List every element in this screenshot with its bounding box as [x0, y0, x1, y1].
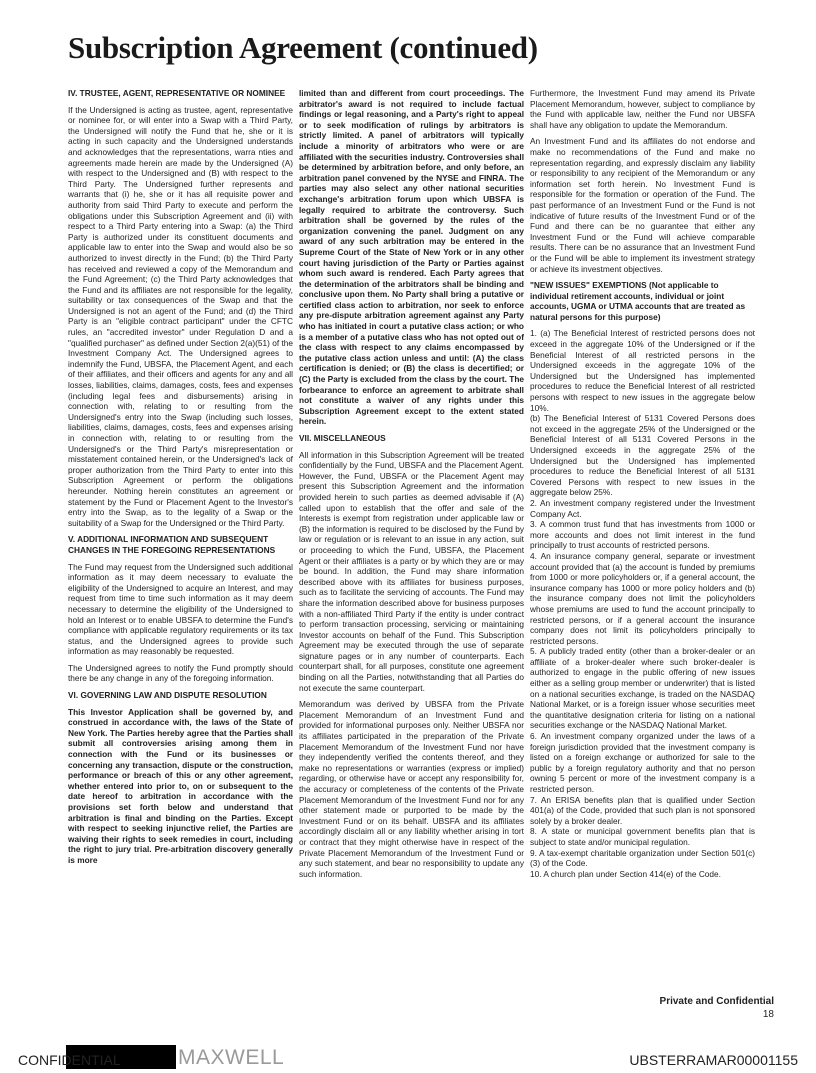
section-v-text: The Fund may request from the Undersigned such additional information as it may deem necessary to evaluate the eligibility of the Undersigned to acquire an Interest, and may request from time to time such information as it may deem necessary to determine the eligibility of the Undersigned to hold an Interest or to enable UBSFA to determine the Fund's compliance with applicable regulatory requirements or its tax status, and the Undersigned agrees to provide such information as may reasonably be requested.: [68, 561, 293, 657]
section-vii-text: All information in this Subscription Agreement will be treated confidentially by the Fund, UBSFA and the Placement Agent. However, the Fund, UBSFA or the Placement Agent may present this Subscription Agreement and the information provided herein to such parties as deemed advisable if (A) called upon to establish that the offer and sale of the Interests is exempt from registration under applicable law or (B) the information is required to be disclosed by the Fund by law or regulation or is relevant to an issue in any action, suit or proceeding to which the Fund, UBSFA, the Placement Agent or their affiliates is a party or by which they are or may be bound. In addition, the Fund may share information described above with its affiliates for business purposes, such as to facilitate the servicing of accounts. The Fund may share the information described above for business purposes with a non-affiliated Third Party if the entity is under contract to perform transaction processing, servicing or maintaining Investor accounts on behalf of the Fund. This Subscription Agreement may be executed through the use of separate signature pages or in any number of counterparts. Each counterpart shall, for all purposes, constitute one agreement binding on all the Parties, notwithstanding that all Parties do not execute the same counterpart.: [299, 449, 524, 693]
page-title: Subscription Agreement (continued): [68, 30, 538, 65]
section-vi-text-cont: limited than and different from court proceedings. The arbitrator's award is not required to include factual findings or legal reasoning, and a Party's right to appeal or to seek modification of rulings by arbitrators is strictly limited. A panel of arbitrators will typically include a minority of arbitrators who were or are affiliated with the securities industry. Controversies shall be determined by arbitration before, and only before, an arbitration panel convened by the NYSE and FINRA. The parties may also select any other national securities exchange's arbitration forum upon which UBSFA is legally required to arbitrate the controversy. Such arbitration shall be governed by the rules of the organization convening the panel. Judgment on any award of any such arbitration may be entered in the Supreme Court of the State of New York or in any other court having jurisdiction of the Party or Parties against whom such award is rendered. Each Party agrees that the determination of the arbitrators shall be binding and conclusive upon them. No Party shall bring a putative or certified class action to arbitration, nor seek to enforce any pre-dispute arbitration agreement against any Party who has initiated in court a putative class action; or who is a member of a putative class who has not opted out of the class with respect to any claims encompassed by the putative class action unless and until: (A) the class certification is denied; or (B) the class is decertified; or (C) the Party is excluded from the class by the court. The forbearance to enforce an agreement to arbitrate shall not constitute a waiver of any rights under this Subscription Agreement except to the extent stated herein.: [299, 88, 524, 427]
private-confidential-label: Private and Confidential: [659, 996, 774, 1007]
exemption-item: 9. A tax-exempt charitable organization under Section 501(c)(3) of the Code.: [530, 847, 755, 869]
new-issues-heading: "NEW ISSUES" EXEMPTIONS (Not applicable to individual retirement accounts, individual or joint accounts, UGMA or UTMA accounts that are treated as natural persons for this purpose): [530, 280, 746, 322]
exemption-item: 5. A publicly traded entity (other than a broker-dealer or an affiliate of a broker-dealer where such broker-dealer is authorized to engage in the public offering of new issues either as a selling group member or underwriter) that is listed on a national securities exchange, is traded on the NASDAQ National Market, or is a foreign issuer whose securities meet the quantitative designation criteria for listing on a national securities exchange or the NASDAQ National Market.: [530, 646, 755, 731]
section-heading-vii: VII. MISCELLANEOUS: [299, 433, 386, 443]
exemption-item: 6. An investment company organized under the laws of a foreign jurisdiction provided that the investment company is listed on a foreign exchange or authorized for sale to the public by a foreign regulatory authority and that no person owning 5 percent or more of the investment company is a restricted person.: [530, 731, 755, 794]
exemption-item: 2. An investment company registered under the Investment Company Act.: [530, 497, 755, 519]
section-iv-text: If the Undersigned is acting as trustee, agent, representative or nominee for, or will enter into a Swap with a Third Party, the Undersigned will notify the Fund that he, she or it is acting in such capacity and the Undersigned understands and acknowledges that the representations, warra nties and agreements made herein are made by the Undersigned (A) with respect to the Undersigned and (B) with respect to the Third Party. The Undersigned further represents and warrants that (i) he, she or it has all requisite power and authority from said Third Party to execute and perform the obligations under this Subscription Agreement and (ii) with respect to a Third Party entering into a Swap: (a) the Third Party is authorized under its constituent documents and applicable law to enter into the Swap and would also be so authorized to invest directly in the Fund; (b) the Third Party has received and reviewed a copy of the Memorandum and the Fund Agreement; (c) the Third Party acknowledges that the Fund and its affiliates are not responsible for the legality, suitability or tax consequences of the Swap and that the Undersigned is not an agent of the Fund; and (d) the Third Party is an "eligible contract participant" under the CFTC rules, an "accredited investor" under Regulation D and a "qualified purchaser" as defined under Section 2(a)(51) of the Investment Company Act. The Undersigned agrees to indemnify the Fund, UBSFA, the Placement Agent, and each of their affiliates, and their officers and agents for any and all losses, liabilities, claims, damages, costs, fees and expenses (including legal fees and disbursements) arising in connection with, relating to or resulting from the Undersigned's entry into the Swap (including such losses, liabilities, claims, damages, costs, fees and expenses arising in connection with, relating to or resulting from the Undersigned's or the Third Party's misrepresentation or misstatement contained herein, or the Undersigned's lack of proper authorization from the Third Party to enter into this Subscription Agreement or perform the obligations hereunder. Nothing herein constitutes an agreement or statement by the Fund or Placement Agent to the Investor's entry into the Swap, as to the legality of a Swap or the suitability of a Swap for the Undersigned or the Third Party.: [68, 104, 293, 528]
section-vi-text: This Investor Application shall be governed by, and construed in accordance with, the laws of the State of New York. The Parties hereby agree that the Parties shall submit all controversies arising among them in connection with the Fund or its businesses or concerning any transaction, dispute or the construction, performance or breach of this or any other agreement, whether entered into prior to, on or subsequent to the date hereof to arbitration in accordance with the provisions set forth below and understand that arbitration is final and binding on the Parties. Except with respect to seeking injunctive relief, the Parties are waiving their rights to seek remedies in court, including the right to jury trial. Pre-arbitration discovery generally is more: [68, 706, 293, 865]
page-footer: [660, 995, 774, 1021]
section-v-text-2: The Undersigned agrees to notify the Fund promptly should there be any change in any of the foregoing information.: [68, 662, 293, 684]
memorandum-text: Furthermore, the Investment Fund may amend its Private Placement Memorandum, however, subject to compliance by the Fund with applicable law, neither the Fund nor UBSFA shall have any obligation to update the Memorandum.: [530, 88, 755, 130]
disclaimer-text: An Investment Fund and its affiliates do not endorse and make no recommendations of the Fund and make no representation regarding, and expressly disclaim any liability or responsibility to any recipient of the Memorandum or any information set forth herein. No Investment Fund is responsible for the formation or operation of the Fund. The past performance of an Investment Fund or the Fund is not indicative of future results of the Investment Fund or of the Fund and there can be no guarantee that either any Investment Fund or the Fund will achieve comparable results. There can be no assurance that an Investment Fund or the Fund will be able to implement its investment strategy or achieve its investment objectives.: [530, 136, 755, 274]
bates-number: UBSTERRAMAR00001155: [629, 1052, 798, 1068]
exemption-item: 3. A common trust fund that has investments from 1000 or more accounts and does not limit interest in the fund principally to trust accounts of restricted persons.: [530, 519, 755, 551]
maxwell-watermark: MAXWELL: [178, 1046, 285, 1069]
exemption-item: (b) The Beneficial Interest of 5131 Covered Persons does not exceed in the aggregate 25% of the Undersigned or the Beneficial Interest of all 5131 Covered Persons in the Undersigned exceeds in the aggregate 25% of the Undersigned but the Undersigned has implemented procedures to reduce the Beneficial Interest of all 5131 Covered Persons with respect to new issues in the aggregate below 25%.: [530, 413, 755, 498]
section-heading-iv: IV. TRUSTEE, AGENT, REPRESENTATIVE OR NOMINEE: [68, 88, 286, 98]
exemption-item: 4. An insurance company general, separate or investment account provided that (a) the account is funded by premiums from 1000 or more policyholders or, if a general account, the insurance company has 1000 or more policy holders and (b) the insurance company does not limit the policyholders whose premiums are used to fund the account principally to restricted persons, or if a general account the insurance company does not limit its policyholders principally to restricted persons.: [530, 550, 755, 646]
exemption-item: 1. (a) The Beneficial Interest of restricted persons does not exceed in the aggregate 10% of the Undersigned or if the Beneficial Interest of all restricted persons in the Undersigned exceeds in the aggregate 10% of the Undersigned but the Undersigned has implemented procedures to reduce the Beneficial Interest of all restricted persons with respect to new issues in the aggregate below 10%.: [530, 328, 755, 413]
column-1: [68, 88, 293, 872]
section-heading-v: V. ADDITIONAL INFORMATION AND SUBSEQUENT CHANGES IN THE FOREGOING REPRESENTATIONS: [68, 534, 276, 555]
exemption-item: 8. A state or municipal government benefits plan that is subject to state and/or municipal regulation.: [530, 826, 755, 847]
section-vii-text-2: Memorandum was derived by UBSFA from the Private Placement Memorandum of an Investment Fund and provided for informational purposes only. Neither UBSFA nor its affiliates participated in the preparation of the Private Placement Memorandum of the Investment Fund nor have they independently verified the contents thereof, and they make no representations or warranties (express or implied) regarding, or otherwise have or accept any responsibility for, the accuracy or completeness of the contents of the Private Placement Memorandum of the Investment Fund nor for any other statement made or purported to be made by the Investment Fund or on its behalf. UBSFA and its affiliates accordingly disclaim all or any liability whether arising in tort or contract that they might otherwise have in respect of the Private Placement Memorandum of the Investment Fund or any such statement, and bear no responsibility to update any such information.: [299, 699, 524, 879]
column-2: [299, 88, 524, 885]
confidential-stamp: CONFIDENTIAL: [18, 1052, 121, 1068]
exemption-item: 10. A church plan under Section 414(e) of the Code.: [530, 868, 721, 879]
column-3: [530, 88, 755, 879]
section-heading-vi: VI. GOVERNING LAW AND DISPUTE RESOLUTION: [68, 690, 267, 701]
page-number: 18: [762, 1009, 774, 1020]
exemption-item: 7. An ERISA benefits plan that is qualified under Section 401(a) of the Code, provided that such plan is not sponsored solely by a broker dealer.: [530, 794, 755, 826]
